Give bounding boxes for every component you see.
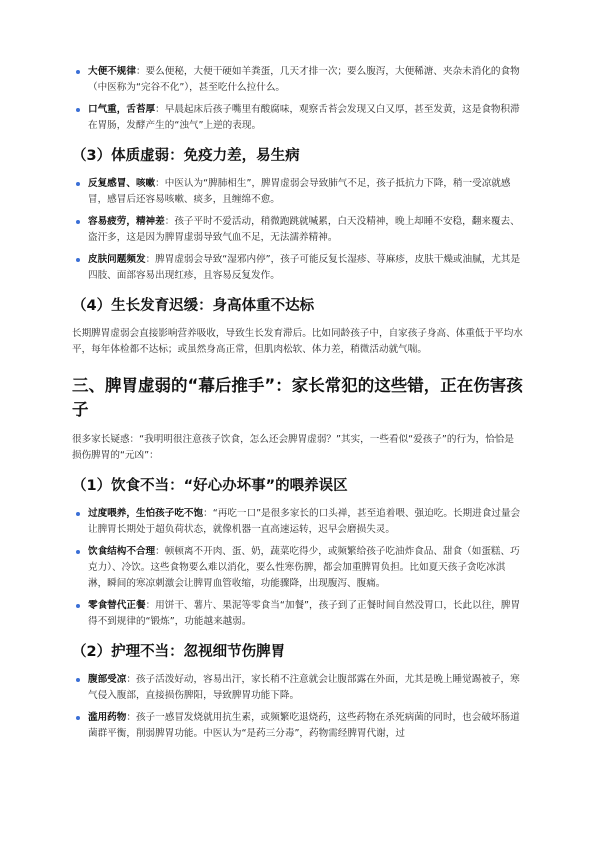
list-item: [72, 672, 523, 704]
item-term: 零食替代正餐: [88, 600, 146, 611]
item-term: 容易疲劳，精神差: [88, 216, 165, 227]
list-item: [72, 598, 523, 630]
bullet-dot-icon: [76, 550, 80, 554]
item-text: ：中医认为“脾肺相生”，脾胃虚弱会导致肺气不足，孩子抵抗力下降，稍一受凉就感冒，感冒后还容易咳嗽、痰多，且缠绵不愈。: [88, 178, 511, 205]
bullet-dot-icon: [76, 220, 80, 224]
item-term: 腹部受凉: [88, 674, 127, 685]
list-item: [72, 506, 523, 538]
item-term: 反复感冒、咳嗽: [88, 178, 156, 189]
section-heading-diet: （1）饮食不当：“好心办坏事”的喂养误区: [72, 478, 348, 494]
item-text: ：顿顿离不开肉、蛋、奶，蔬菜吃得少，或频繁给孩子吃油炸食品、甜食（如蛋糕、巧克力）、冷饮。这些食物要么难以消化，要么性寒伤脾，都会加重脾胃负担。比如夏天孩子贪吃冰淇淋，瞬间的寒凉刺激会让脾胃血管收缩，功能骤降，出现腹泻、腹痛。: [88, 546, 520, 589]
symptom-list-digestion: [72, 64, 523, 134]
growth-paragraph: 长期脾胃虚弱会直接影响营养吸收，导致生长发育滞后。比如同龄孩子中，自家孩子身高、体重低于平均水平，每年体检都不达标；或虽然身高正常，但肌肉松软、体力差，稍微活动就气喘。: [72, 328, 523, 355]
list-item: [72, 64, 523, 96]
list-item: [72, 214, 523, 246]
list-item: [72, 544, 523, 592]
item-term: 口气重，舌苔厚: [88, 104, 156, 115]
bullet-dot-icon: [76, 716, 80, 720]
item-term: 大便不规律: [88, 66, 136, 77]
item-term: 过度喂养，生怕孩子吃不饱: [88, 508, 204, 519]
bullet-dot-icon: [76, 258, 80, 262]
item-text: ：要么便秘，大便干硬如羊粪蛋，几天才排一次；要么腹泻，大便稀溏、夹杂未消化的食物（中医称为“完谷不化”），甚至吃什么拉什么。: [88, 66, 520, 93]
chapter-heading-causes: 三、脾胃虚弱的“幕后推手”：家长常犯的这些错，正在伤害孩子: [72, 376, 523, 419]
bullet-dot-icon: [76, 604, 80, 608]
item-term: 滥用药物: [88, 712, 127, 723]
mistake-list-care: [72, 672, 523, 742]
list-item: [72, 176, 523, 208]
item-text: ：孩子平时不爱活动，稍微跑跳就喊累，白天没精神，晚上却睡不安稳，翻来覆去、盗汗多，这是因为脾胃虚弱导致气血不足，无法濡养精神。: [88, 216, 520, 243]
item-text: ：孩子活泼好动，容易出汗，家长稍不注意就会让腹部露在外面，尤其是晚上睡觉踢被子，寒气侵入腹部，直接损伤脾阳，导致脾胃功能下降。: [88, 674, 520, 701]
item-term: 皮肤问题频发: [88, 254, 146, 265]
bullet-dot-icon: [76, 182, 80, 186]
section-heading-constitution: （3）体质虚弱：免疫力差，易生病: [72, 148, 300, 164]
bullet-dot-icon: [76, 678, 80, 682]
bullet-dot-icon: [76, 512, 80, 516]
bullet-dot-icon: [76, 70, 80, 74]
list-item: [72, 252, 523, 284]
bullet-dot-icon: [76, 108, 80, 112]
item-text: ：脾胃虚弱会导致“湿邪内停”，孩子可能反复长湿疹、荨麻疹，皮肤干燥或油腻，尤其是四肢、面部容易出现红疹，且容易反复发作。: [88, 254, 521, 281]
item-text: ：早晨起床后孩子嘴里有酸腐味，观察舌苔会发现又白又厚，甚至发黄，这是食物积滞在胃肠，发酵产生的“浊气”上逆的表现。: [88, 104, 520, 131]
item-text: ：孩子一感冒发烧就用抗生素，或频繁吃退烧药，这些药物在杀死病菌的同时，也会破坏肠道菌群平衡，削弱脾胃功能。中医认为“是药三分毒”，药物需经脾胃代谢，过: [88, 712, 520, 739]
chapter-intro: 很多家长疑惑：“我明明很注意孩子饮食，怎么还会脾胃虚弱？”其实，一些看似“爱孩子”的行为，恰恰是损伤脾胃的“元凶”：: [72, 434, 515, 461]
list-item: [72, 710, 523, 742]
section-heading-care: （2）护理不当：忽视细节伤脾胃: [72, 644, 286, 660]
symptom-list-constitution: [72, 176, 523, 284]
list-item: [72, 102, 523, 134]
mistake-list-diet: [72, 506, 523, 630]
item-text: ：用饼干、薯片、果泥等零食当“加餐”，孩子到了正餐时间自然没胃口，长此以往，脾胃得不到规律的“锻炼”，功能越来越弱。: [88, 600, 521, 627]
item-term: 饮食结构不合理: [88, 546, 156, 557]
item-text: ：“再吃一口”是很多家长的口头禅，甚至追着喂、强迫吃。长期进食过量会让脾胃长期处于超负荷状态，就像机器一直高速运转，迟早会磨损失灵。: [88, 508, 521, 535]
section-heading-growth: （4）生长发育迟缓：身高体重不达标: [72, 298, 315, 314]
